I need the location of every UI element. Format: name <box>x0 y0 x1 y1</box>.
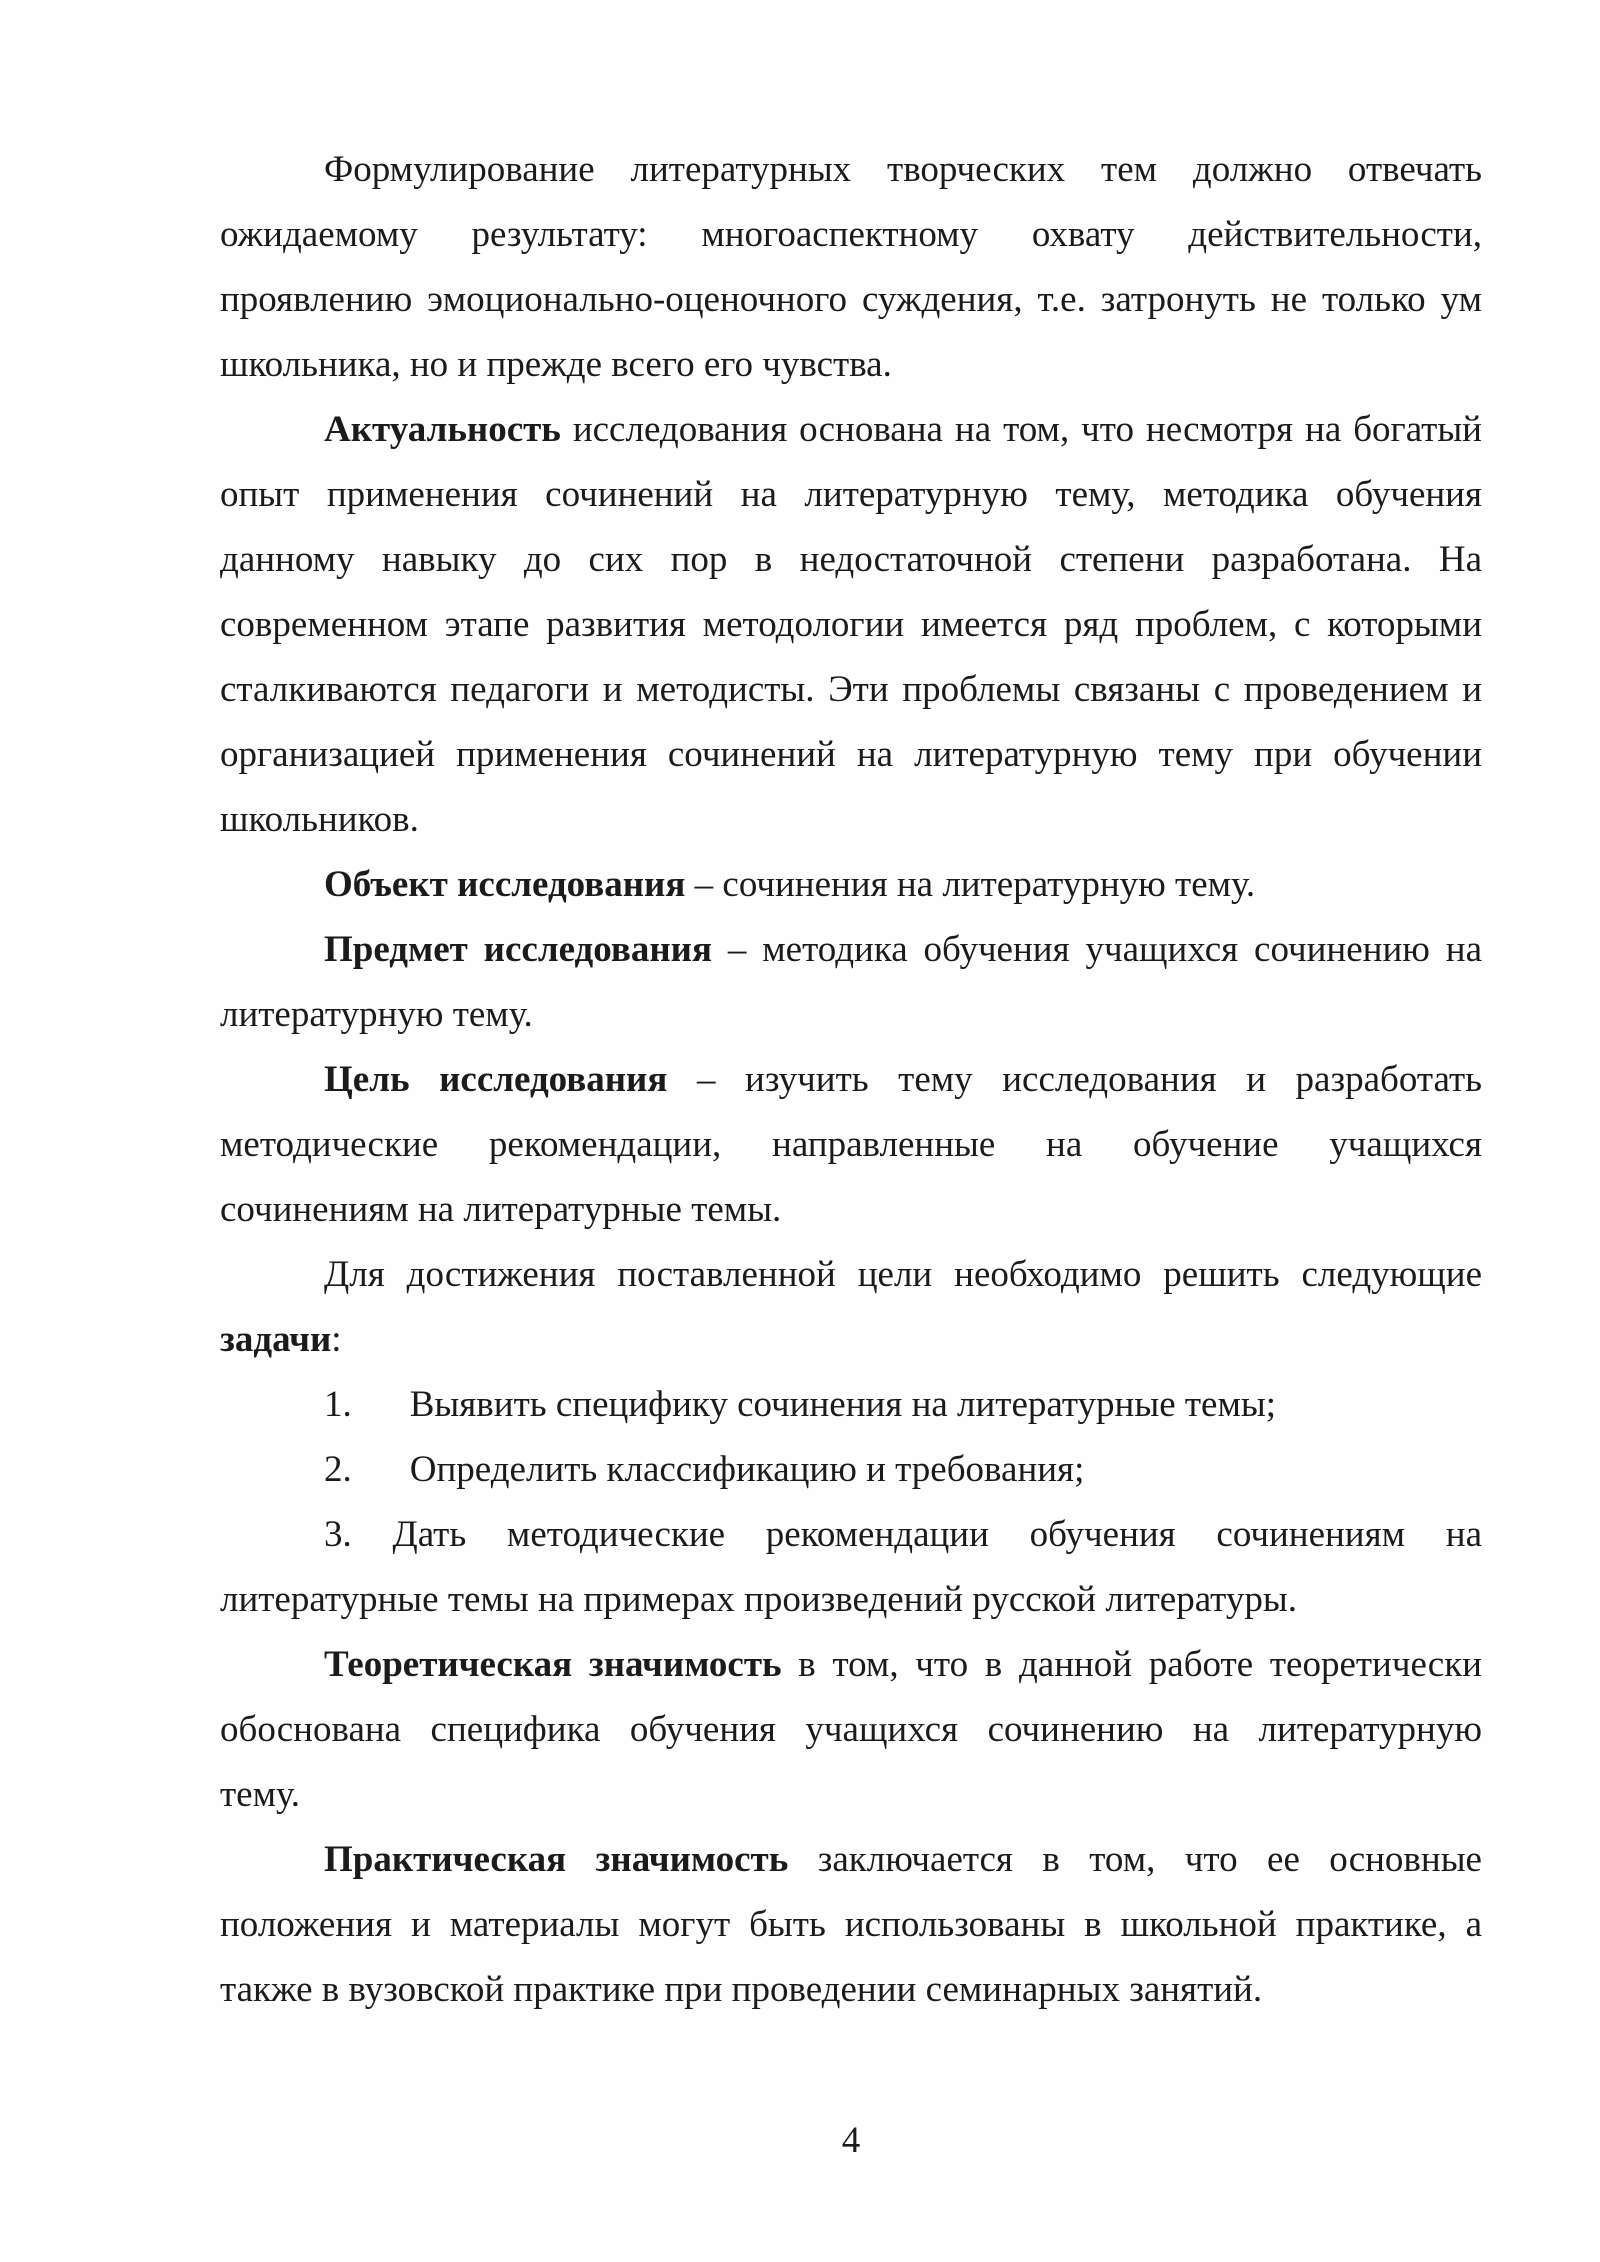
goal-definition <box>220 1047 1482 1242</box>
paragraph-relevance <box>220 397 1482 852</box>
text-line <box>220 1957 1482 2022</box>
text-line <box>220 917 1482 982</box>
body-text: Определить классификацию и требования; <box>409 1449 1085 1490</box>
page-number <box>220 2108 1482 2173</box>
tasks-lead <box>220 1242 1482 1372</box>
body-text: заключается в том, что ее основные <box>788 1839 1482 1880</box>
body-text: обоснована специфика обучения учащихся сочинению на литературную <box>220 1709 1482 1750</box>
body-text: 1. <box>324 1384 352 1425</box>
text-line <box>220 852 1482 917</box>
body-text: Формулирование литературных творческих тем должно отвечать <box>324 149 1482 190</box>
object-definition <box>220 852 1482 917</box>
body-text: проявлению эмоционально-оценочного суждения, т.е. затронуть не только ум <box>220 279 1482 320</box>
bold-text: Предмет исследования <box>324 929 712 970</box>
text-line <box>220 1372 1482 1437</box>
text-line <box>220 657 1482 722</box>
body-text: – изучить тему исследования и разработать <box>667 1059 1482 1100</box>
body-text: положения и материалы могут быть использованы в школьной практике, а <box>220 1904 1482 1945</box>
text-line <box>220 397 1482 462</box>
body-text: также в вузовской практике при проведении семинарных занятий. <box>220 1969 1263 2010</box>
text-line <box>220 202 1482 267</box>
body-text: ожидаемому результату: многоаспектному охвату действительности, <box>220 214 1482 255</box>
text-line <box>220 787 1482 852</box>
body-text: – сочинения на литературную тему. <box>685 864 1256 905</box>
text-line <box>220 1827 1482 1892</box>
text-line <box>220 137 1482 202</box>
body-text: Для достижения поставленной цели необходимо решить следующие <box>324 1254 1482 1295</box>
text-line <box>220 1697 1482 1762</box>
text-line <box>220 1567 1482 1632</box>
task-item-1 <box>220 1372 1482 1437</box>
bold-text: Практическая значимость <box>324 1839 789 1880</box>
text-line <box>220 982 1482 1047</box>
body-text: современном этапе развития методологии имеется ряд проблем, с которыми <box>220 604 1482 645</box>
bold-text: Объект исследования <box>324 864 686 905</box>
body-text: Выявить специфику сочинения на литературные темы; <box>409 1384 1277 1425</box>
text-line <box>220 462 1482 527</box>
body-text: 2. <box>324 1449 352 1490</box>
page-number-value: 4 <box>841 2120 861 2161</box>
task-item-2 <box>220 1437 1482 1502</box>
text-line <box>220 1047 1482 1112</box>
body-text: методические рекомендации, направленные на обучение учащихся <box>220 1124 1482 1165</box>
text-line <box>220 1112 1482 1177</box>
text-line <box>220 527 1482 592</box>
task-item-3 <box>220 1502 1482 1632</box>
text-line <box>220 1177 1482 1242</box>
text-line <box>220 1437 1482 1502</box>
body-text: школьника, но и прежде всего его чувства. <box>220 344 892 385</box>
body-text: литературные темы на примерах произведений русской литературы. <box>220 1579 1297 1620</box>
bold-text: Актуальность <box>324 409 561 450</box>
body-text: : <box>331 1319 342 1360</box>
bold-text: Цель исследования <box>324 1059 668 1100</box>
body-text: – методика обучения учащихся сочинению на <box>711 929 1482 970</box>
subject-definition <box>220 917 1482 1047</box>
bold-text: Теоретическая значимость <box>324 1644 782 1685</box>
body-text: 3. Дать методические рекомендации обучения сочинениям на <box>324 1514 1482 1555</box>
text-line <box>220 592 1482 657</box>
body-text: исследования основана на том, что несмотря на богатый <box>560 409 1482 450</box>
text-line <box>220 1242 1482 1307</box>
body-text: в том, что в данной работе теоретически <box>781 1644 1482 1685</box>
text-line <box>220 1307 1482 1372</box>
body-text: данному навыку до сих пор в недостаточной степени разработана. На <box>220 539 1482 580</box>
theoretical-significance <box>220 1632 1482 1827</box>
body-text: опыт применения сочинений на литературную тему, методика обучения <box>220 474 1482 515</box>
text-line <box>220 267 1482 332</box>
practical-significance <box>220 1827 1482 2022</box>
body-text: организацией применения сочинений на литературную тему при обучении <box>220 734 1482 775</box>
body-text: сочинениям на литературные темы. <box>220 1189 782 1230</box>
document-body <box>220 137 1482 2022</box>
text-line <box>220 1632 1482 1697</box>
text-line <box>220 1762 1482 1827</box>
body-text: школьников. <box>220 799 419 840</box>
text-line <box>220 1892 1482 1957</box>
body-text: сталкиваются педагоги и методисты. Эти проблемы связаны с проведением и <box>220 669 1482 710</box>
body-text: тему. <box>220 1774 301 1815</box>
paragraph-intro <box>220 137 1482 397</box>
text-line <box>220 1502 1482 1567</box>
body-text: литературную тему. <box>220 994 533 1035</box>
text-line <box>220 722 1482 787</box>
bold-text: задачи <box>220 1319 332 1360</box>
text-line <box>220 332 1482 397</box>
